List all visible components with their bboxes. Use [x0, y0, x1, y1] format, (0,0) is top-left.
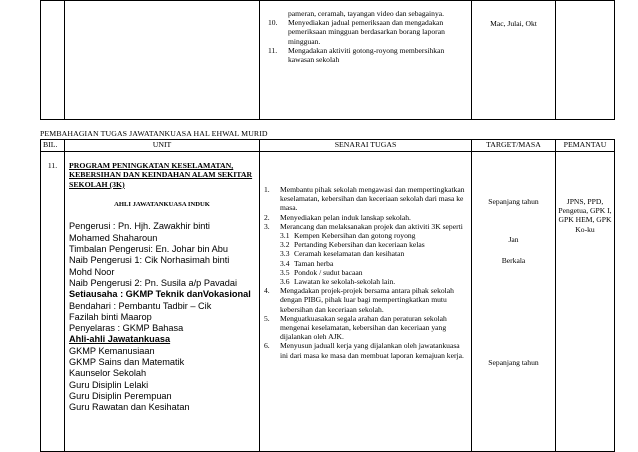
task-item: [264, 222, 465, 231]
section-title: PEMBAHAGIAN TUGAS JAWATANKUASA HAL EHWAL MURID: [40, 129, 268, 138]
target-cell: [472, 152, 556, 452]
member-line: Penyelaras : GKMP Bahasa: [69, 323, 184, 334]
task-text: Membantu pihak sekolah mengawasi dan mempertingkatkan keselamatan, kebersihan dan keceriaan sekolah dari masa ke masa.: [280, 185, 465, 213]
member-line: Ahli-ahli Jawatankuasa: [69, 334, 171, 345]
monitor-cell-empty: [556, 1, 615, 120]
header-monitor: PEMANTAU: [556, 140, 615, 152]
continuation-table: [40, 0, 615, 120]
list-item: [268, 9, 465, 18]
member-line: Guru Rawatan dan Kesihatan: [69, 402, 190, 413]
member-line: Guru Disiplin Perempuan: [69, 390, 172, 401]
item-text: pameran, ceramah, tayangan video dan sebagainya.: [288, 9, 445, 18]
member-line: GKMP Sains dan Matematik: [69, 356, 185, 367]
task-text: Kempen Kebersihan dan gotong royong: [294, 231, 416, 241]
header-unit: UNIT: [65, 140, 260, 152]
member-line: Mohamed Shaharoun: [69, 232, 158, 243]
task-number: 5.: [264, 313, 270, 323]
unit-cell: [65, 152, 260, 452]
item-text: Menyediakan jadual pemeriksaan dan mengadakan pemeriksaan mingguan berdasarkan borang laporan mingguan.: [288, 18, 445, 46]
item-text: Mengadakan aktiviti gotong-royong membersihkan kawasan sekolah: [288, 45, 445, 65]
duty-table: [40, 139, 615, 452]
task-item: [264, 286, 465, 314]
member-line: Naib Pengerusi 2: Pn. Susila a/p Pavadai: [69, 277, 238, 288]
task-text: Pertanding Kebersihan dan keceriaan kelas: [294, 240, 425, 250]
target-cell: Mac, Julai, Okt: [472, 1, 556, 120]
member-line: Guru Disiplin Lelaki: [69, 379, 149, 390]
task-text: Menyediakan pelan induk lanskap sekolah.: [280, 212, 411, 222]
task-cell: [260, 1, 472, 120]
member-line: Setiausaha : GKMP Teknik danVokasional: [69, 289, 251, 300]
task-item: [264, 213, 465, 222]
task-text: Merancang dan melaksanakan projek dan aktiviti 3K seperti: [280, 221, 463, 231]
header-bil: BIL.: [41, 140, 65, 152]
header-target: TARGET/MASA: [472, 140, 556, 152]
task-number: 3.6: [280, 277, 290, 287]
program-title: PROGRAM PENINGKATAN KESELAMATAN, KEBERSIHAN DAN KEINDAHAN ALAM SEKITAR SEKOLAH (3K): [69, 161, 253, 189]
subtask-item: [264, 259, 465, 268]
bil-cell-empty: [41, 1, 65, 120]
item-number: 10.: [268, 18, 278, 28]
task-number: 3.3: [280, 249, 290, 259]
target-value: Jan: [508, 235, 519, 244]
item-number: 11.: [268, 45, 278, 55]
member-line: Kaunselor Sekolah: [69, 368, 147, 379]
item-number: [268, 9, 288, 18]
task-item: [264, 314, 465, 342]
task-number: 3.2: [280, 240, 290, 250]
row-number: 11.: [41, 152, 65, 452]
task-number: 6.: [264, 341, 270, 351]
member-line: Timbalan Pengerusi: En. Johar bin Abu: [69, 244, 229, 255]
member-line: Fazilah binti Maarop: [69, 311, 152, 322]
task-number: 2.: [264, 212, 270, 222]
task-text: Menguatkuasakan segala arahan dan peraturan sekolah mengenai keselamatan, kebersihan dan keceriaan yang dijalankan oleh AJK.: [280, 313, 447, 342]
committee-title: AHLI JAWATANKUASA INDUK: [114, 201, 210, 209]
subtask-item: [264, 249, 465, 258]
task-text: Lawatan ke sekolah-sekolah lain.: [294, 277, 396, 287]
subtask-item: [264, 240, 465, 249]
task-text: Pondok / sudut bacaan: [294, 267, 363, 277]
task-text: Menyusun jaduall kerja yang dijalankan oleh jawatankuasa ini dari masa ke masa dan membuat laporan kemajuan kerja.: [280, 341, 464, 360]
subtask-item: [264, 277, 465, 286]
task-list: [268, 9, 465, 64]
member-list: [69, 221, 255, 413]
list-item: [268, 18, 465, 46]
task-number: 3.4: [280, 258, 290, 268]
header-tasks: SENARAI TUGAS: [260, 140, 472, 152]
task-item: [264, 185, 465, 213]
subtask-item: [264, 231, 465, 240]
task-text: Ceramah keselamatan dan kesihatan: [294, 249, 405, 259]
task-number: 3.: [264, 221, 270, 231]
list-item: [268, 46, 465, 64]
member-line: GKMP Kemanusiaan: [69, 345, 155, 356]
target-value: Sepanjang tahun: [488, 358, 539, 367]
member-line: Naib Pengerusi 1: Cik Norhasimah binti: [69, 255, 230, 266]
task-item: [264, 341, 465, 359]
unit-cell-empty: [65, 1, 260, 120]
member-line: Mohd Noor: [69, 266, 115, 277]
subtask-item: [264, 268, 465, 277]
task-number: 3.1: [280, 231, 290, 241]
task-list: [260, 152, 472, 452]
target-value: Sepanjang tahun: [488, 197, 539, 206]
task-text: Taman herba: [294, 258, 334, 268]
task-number: 1.: [264, 185, 270, 194]
task-number: 4.: [264, 286, 270, 296]
task-text: Mengadakan projek-projek bersama antara pihak sekolah dengan PIBG, pihak luar bagi mempertingkatkan mutu kebersihan dan keceriaan sekolah.: [280, 286, 454, 314]
task-number: 3.5: [280, 267, 290, 277]
monitor-cell: JPNS, PPD, Pengetua, GPK I, GPK HEM, GPK Ko-ku: [556, 152, 615, 452]
member-line: Bendahari : Pembantu Tadbir – Cik: [69, 300, 212, 311]
target-value: Berkala: [501, 256, 526, 265]
member-line: Pengerusi : Pn. Hjh. Zawakhir binti: [69, 221, 210, 232]
